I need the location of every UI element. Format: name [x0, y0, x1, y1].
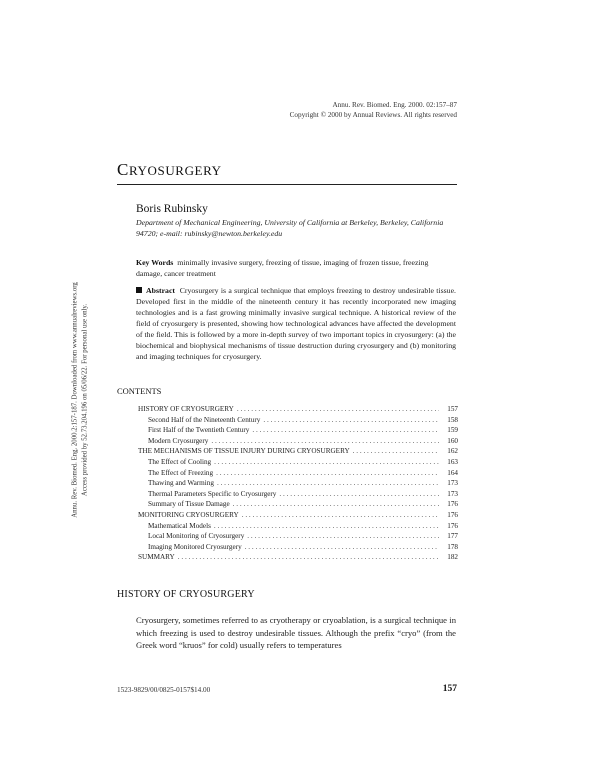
toc-leader-dots: [217, 479, 439, 487]
toc-entry-label: THE MECHANISMS OF TISSUE INJURY DURING CRYOSURGERY: [138, 447, 350, 456]
footer-price-code: 1523-9829/00/0825-0157$14.00: [117, 686, 211, 694]
keywords: [136, 258, 456, 279]
section-heading: HISTORY OF CRYOSURGERY: [117, 589, 255, 600]
toc-entry-page: 163: [447, 457, 458, 466]
toc-leader-dots: [263, 416, 439, 424]
download-notice-line: Annu. Rev. Biomed. Eng. 2000.2:157-187. Downloaded from www.annualreviews.org: [71, 282, 79, 518]
toc-entry-page: 160: [447, 436, 458, 445]
toc-leader-dots: [214, 522, 439, 530]
toc-entry: [138, 416, 458, 427]
toc-entry-page: 176: [447, 521, 458, 530]
toc-entry-label: Summary of Tissue Damage: [148, 500, 230, 509]
toc-entry-label: Thawing and Warming: [148, 479, 214, 488]
toc-entry-page: 182: [447, 553, 458, 562]
toc-entry: [138, 511, 458, 522]
toc-entry: [138, 479, 458, 490]
title-rest: RYOSURGERY: [128, 163, 222, 178]
toc-leader-dots: [245, 543, 439, 551]
toc-entry-page: 176: [447, 510, 458, 519]
copyright-line: Copyright © 2000 by Annual Reviews. All rights reserved: [289, 110, 457, 119]
toc-entry: [138, 469, 458, 480]
journal-citation: [290, 101, 457, 120]
toc-entry-label: Mathematical Models: [148, 521, 211, 530]
toc-leader-dots: [247, 532, 439, 540]
toc-entry: [138, 543, 458, 554]
toc-entry-page: 157: [447, 405, 458, 413]
toc-entry-label: Second Half of the Nineteenth Century: [148, 415, 261, 424]
title-initial: C: [117, 160, 129, 179]
toc-entry: [138, 522, 458, 533]
author-name: Boris Rubinsky: [136, 203, 208, 215]
body-paragraph: Cryosurgery, sometimes referred to as cryotherapy or cryoablation, is a surgical technique in which freezing is used to destroy undesirable tissues. Although the prefix “cryo” (from the Greek word “kruos” for cold) usually refers to temperatures: [136, 615, 456, 650]
toc-entry-page: 176: [447, 500, 458, 509]
toc-entry-page: 158: [447, 415, 458, 424]
toc-entry-page: 177: [447, 532, 458, 541]
download-notice: [71, 235, 90, 565]
toc-entry-page: 173: [447, 479, 458, 488]
abstract-square-icon: [136, 287, 142, 293]
toc-entry-label: MONITORING CRYOSURGERY: [138, 510, 239, 519]
journal-citation-line: Annu. Rev. Biomed. Eng. 2000. 02:157–87: [332, 101, 457, 109]
contents-heading: CONTENTS: [117, 386, 162, 396]
author-affiliation: Department of Mechanical Engineering, University of California at Berkeley, Berkeley, California 94720; e-mail: rubinsky@newton.berkeley.edu: [136, 218, 444, 238]
toc-leader-dots: [242, 511, 439, 519]
toc-leader-dots: [214, 458, 439, 466]
toc-entry: [138, 490, 458, 501]
toc-leader-dots: [216, 469, 439, 477]
toc-entry-label: Modern Cryosurgery: [148, 436, 209, 445]
toc-entry-label: The Effect of Freezing: [148, 468, 214, 477]
table-of-contents: [138, 405, 458, 564]
toc-entry: [138, 405, 458, 416]
toc-entry-label: HISTORY OF CRYOSURGERY: [138, 405, 234, 413]
toc-entry: [138, 426, 458, 437]
toc-entry: [138, 437, 458, 448]
toc-entry-page: 178: [447, 542, 458, 551]
toc-leader-dots: [178, 553, 439, 561]
toc-entry-page: 162: [447, 447, 458, 456]
keywords-text: minimally invasive surgery, freezing of tissue, imaging of frozen tissue, freezing damage, cancer treatment: [136, 258, 429, 278]
toc-entry-page: 173: [447, 489, 458, 498]
toc-leader-dots: [237, 405, 439, 413]
abstract-label: Abstract: [146, 286, 176, 295]
toc-leader-dots: [279, 490, 439, 498]
toc-entry-label: Local Monitoring of Cryosurgery: [148, 532, 245, 541]
abstract: [136, 285, 456, 362]
toc-entry: [138, 553, 458, 564]
toc-entry-label: First Half of the Twentieth Century: [148, 426, 250, 435]
toc-leader-dots: [233, 500, 439, 508]
toc-entry: [138, 532, 458, 543]
toc-entry-label: Thermal Parameters Specific to Cryosurgery: [148, 489, 277, 498]
toc-leader-dots: [211, 437, 439, 445]
toc-entry: [138, 447, 458, 458]
access-notice-line: Access provided by 52.73.204.196 on 05/06/22. For personal use only.: [81, 303, 88, 497]
abstract-text: Cryosurgery is a surgical technique that employs freezing to destroy undesirable tissue. Developed first in the middle of the nineteenth century it has recently incorporated new imaging technologies and is a fast growing minimally invasive surgical technique. A historical review of the field of cryosurgery is presented, showing how technological advances have affected the development of the field. This is followed by a more in-depth survey of two important topics in cryosurgery: (a) the biochemical and biophysical mechanisms of tissue destruction during cryosurgery and (b) monitoring and imaging techniques for cryosurgery.: [136, 286, 456, 361]
toc-entry-label: SUMMARY: [138, 553, 175, 562]
page-title: [117, 160, 222, 180]
toc-entry-label: The Effect of Cooling: [148, 457, 212, 466]
title-divider: [117, 184, 457, 185]
toc-entry-page: 164: [447, 468, 458, 477]
page-number: 157: [442, 684, 457, 694]
toc-leader-dots: [252, 426, 439, 434]
toc-entry-label: Imaging Monitored Cryosurgery: [148, 542, 242, 551]
toc-leader-dots: [353, 447, 439, 455]
toc-entry: [138, 458, 458, 469]
toc-entry: [138, 500, 458, 511]
toc-entry-page: 159: [447, 426, 458, 435]
keywords-label: Key Words: [136, 258, 174, 267]
